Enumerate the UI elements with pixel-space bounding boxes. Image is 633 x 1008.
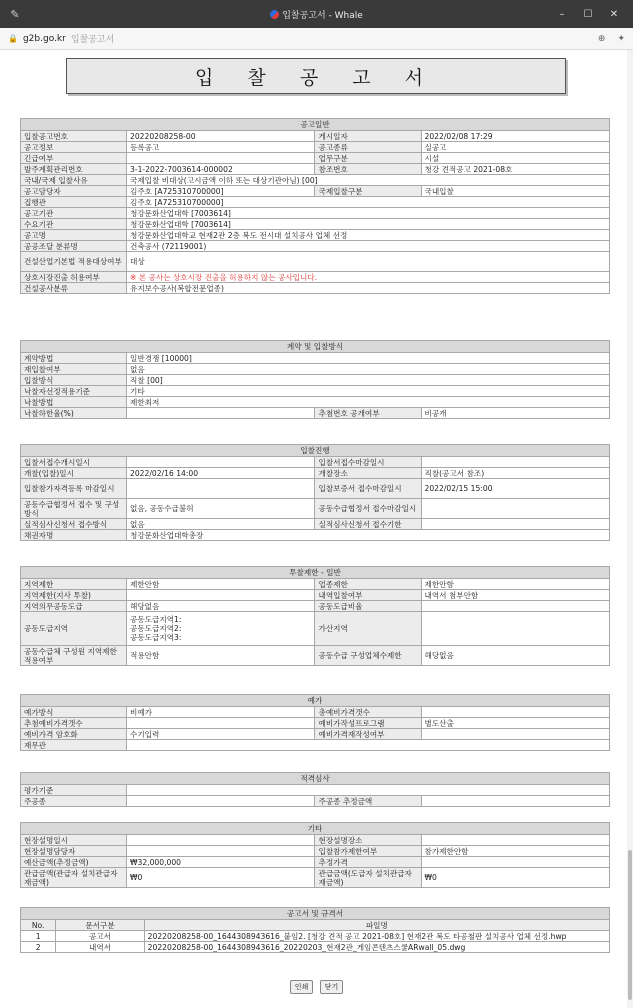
table-row [21, 931, 610, 942]
field-value: 청강 견적공고 2021-08호 [421, 164, 610, 175]
field-value: 대상 [127, 252, 610, 272]
field-label: 개찰장소 [315, 468, 421, 479]
table-row [21, 386, 610, 397]
field-label: 긴급여부 [21, 153, 127, 164]
table-row [21, 397, 610, 408]
field-label: 공고기관 [21, 208, 127, 219]
field-value [421, 612, 610, 646]
field-label: 국내/국제 입찰사유 [21, 175, 127, 186]
table-row [21, 131, 610, 142]
table-row [21, 785, 610, 796]
field-value: ₩32,000,000 [127, 857, 315, 868]
table-row [21, 729, 610, 740]
field-label: 공고명 [21, 230, 127, 241]
close-button[interactable]: 닫기 [320, 980, 344, 994]
table-row [21, 230, 610, 241]
field-label: 공동도급지역 [21, 612, 127, 646]
field-label: 가산지역 [315, 612, 421, 646]
address-host: g2b.go.kr [22, 33, 66, 44]
section-caption: 기타 [21, 823, 610, 835]
field-label: 건설공사분류 [21, 283, 127, 294]
table-row [21, 718, 610, 729]
extension-icon[interactable]: ✦ [617, 34, 625, 44]
field-label: 추첨번호 공개여부 [315, 408, 421, 419]
section-etc [20, 822, 610, 888]
field-label: 입찰방식 [21, 375, 127, 386]
field-value [127, 153, 315, 164]
field-value [421, 601, 610, 612]
close-window-button[interactable]: ✕ [609, 8, 619, 20]
section-caption: 공고일반 [21, 119, 610, 131]
section-caption: 입찰진행 [21, 445, 610, 457]
field-label: 업무구분 [315, 153, 421, 164]
field-label: 재입찰여부 [21, 364, 127, 375]
field-value: 2022/02/16 14:00 [127, 468, 315, 479]
field-label: 현장설명일시 [21, 835, 127, 846]
field-label: 지역제한 [21, 579, 127, 590]
field-value: 기타 [127, 386, 610, 397]
field-label: 업종제한 [315, 579, 421, 590]
field-label: 공동수급협정서 접수 및 구성방식 [21, 499, 127, 519]
field-value [421, 519, 610, 530]
field-value: 참가제한안함 [421, 846, 610, 857]
table-row [21, 857, 610, 868]
minimize-button[interactable]: – [559, 8, 565, 20]
table-row [21, 519, 610, 530]
field-value: 없음 [127, 519, 315, 530]
column-header: 파일명 [144, 920, 609, 931]
field-value [421, 857, 610, 868]
section-schedule [20, 444, 610, 541]
section-caption: 계약 및 입찰방식 [21, 341, 610, 353]
field-value [127, 718, 315, 729]
field-value [127, 457, 315, 468]
field-value: 2022/02/08 17:29 [421, 131, 610, 142]
field-label: 재무관 [21, 740, 127, 751]
field-label: 관급금액(도급자 설치관급자재금액) [315, 868, 421, 888]
field-value: 유지보수공사(복합전문업종) [127, 283, 610, 294]
field-label: 입찰서접수개시일시 [21, 457, 127, 468]
section-contract [20, 340, 610, 419]
file-type: 내역서 [56, 942, 144, 953]
field-value: 공동도급지역1: 공동도급지역2: 공동도급지역3: [127, 612, 315, 646]
field-label: 공동수급체 구성원 지역제한 적용여부 [21, 646, 127, 666]
section-files [20, 907, 610, 953]
field-value: 청강문화산업대학총장 [127, 530, 610, 541]
field-label: 입찰참가제한여부 [315, 846, 421, 857]
table-row [21, 499, 610, 519]
pin-icon[interactable]: ✎ [10, 7, 20, 21]
field-value: ※ 본 공사는 상호시장 진출을 허용하지 않는 공사입니다. [127, 272, 610, 283]
field-label: 현장설명장소 [315, 835, 421, 846]
field-value [127, 785, 610, 796]
field-label: 예가방식 [21, 707, 127, 718]
table-row [21, 796, 610, 807]
field-value: 내역서 첨부안함 [421, 590, 610, 601]
field-label: 공고정보 [21, 142, 127, 153]
field-value: 해당없음 [127, 601, 315, 612]
table-row [21, 186, 610, 197]
field-label: 수요기관 [21, 219, 127, 230]
page-content [0, 50, 633, 1008]
field-value: 실공고 [421, 142, 610, 153]
scrollbar-thumb[interactable] [628, 850, 632, 1000]
section-limits [20, 566, 610, 666]
table-row [21, 219, 610, 230]
field-value: 직찰(공고서 참조) [421, 468, 610, 479]
field-value [127, 846, 315, 857]
column-header: No. [21, 920, 56, 931]
field-value: ₩0 [421, 868, 610, 888]
section-caption: 공고서 및 규격서 [21, 908, 610, 920]
table-row [21, 530, 610, 541]
table-row [21, 942, 610, 953]
field-label: 상호시장진출 허용여부 [21, 272, 127, 283]
field-label: 건설산업기본법 적용대상여부 [21, 252, 127, 272]
field-label: 추첨예비가격갯수 [21, 718, 127, 729]
field-value [421, 796, 610, 807]
field-label: 예산금액(추정금액) [21, 857, 127, 868]
field-value: 별도산출 [421, 718, 610, 729]
zoom-icon[interactable]: ⊕ [597, 34, 606, 44]
field-label: 입찰참가자격등록 마감일시 [21, 479, 127, 499]
maximize-button[interactable]: ☐ [583, 8, 593, 20]
file-no: 2 [21, 942, 56, 953]
field-label: 평가기준 [21, 785, 127, 796]
table-row [21, 835, 610, 846]
table-row [21, 612, 610, 646]
field-label: 공동수급협정서 접수마감일시 [315, 499, 421, 519]
lock-icon: 🔒 [8, 34, 18, 43]
table-row [21, 590, 610, 601]
field-value: 국제입찰 비대상(고시금액 이하 또는 대상기관아님) [00] [127, 175, 610, 186]
field-value: 20220208258-00 [127, 131, 315, 142]
table-row [21, 468, 610, 479]
field-label: 입찰공고번호 [21, 131, 127, 142]
field-label: 관급금액(관급자 설치관급자재금액) [21, 868, 127, 888]
file-link[interactable]: 20220208258-00_1644308943616_20220203_현재2관_게임콘텐츠스쿨ARwall_05.dwg [144, 942, 609, 953]
field-value: 국내입찰 [421, 186, 610, 197]
field-label: 공공조달 분류명 [21, 241, 127, 252]
table-row [21, 142, 610, 153]
field-value [421, 729, 610, 740]
field-label: 국제입찰구분 [315, 186, 421, 197]
field-label: 집행관 [21, 197, 127, 208]
table-row [21, 846, 610, 857]
table-row [21, 579, 610, 590]
field-label: 예비가격재작성여부 [315, 729, 421, 740]
field-value: 제한안함 [421, 579, 610, 590]
table-row [21, 408, 610, 419]
field-value: 비예가 [127, 707, 315, 718]
field-label: 공고담당자 [21, 186, 127, 197]
section-general [20, 118, 610, 294]
file-type: 공고서 [56, 931, 144, 942]
field-label: 개찰(입찰)일시 [21, 468, 127, 479]
field-label: 발주계획관리번호 [21, 164, 127, 175]
table-row [21, 208, 610, 219]
table-row [21, 364, 610, 375]
field-label: 총예비가격갯수 [315, 707, 421, 718]
table-row [21, 153, 610, 164]
field-label: 실적심사신청서 접수기한 [315, 519, 421, 530]
field-label: 게시일자 [315, 131, 421, 142]
table-row [21, 164, 610, 175]
field-label: 공동수급 구성업체수제한 [315, 646, 421, 666]
table-row [21, 601, 610, 612]
field-label: 현장설명담당자 [21, 846, 127, 857]
file-no: 1 [21, 931, 56, 942]
table-row [21, 457, 610, 468]
table-row [21, 197, 610, 208]
table-row [21, 375, 610, 386]
window-title: 입찰공고서 - Whale [0, 8, 633, 21]
field-label: 낙찰하한율(%) [21, 408, 127, 419]
address-page-title: 입찰공고서 [70, 35, 115, 45]
section-caption: 예가 [21, 695, 610, 707]
field-label: 주공종 추정금액 [315, 796, 421, 807]
table-row [21, 740, 610, 751]
table-row [21, 175, 610, 186]
field-label: 공고종류 [315, 142, 421, 153]
field-value: 건축공사 (72119001) [127, 241, 610, 252]
field-label: 입찰보증서 접수마감일시 [315, 479, 421, 499]
address-bar[interactable] [0, 28, 633, 50]
field-label: 채권자명 [21, 530, 127, 541]
section-caption: 적격심사 [21, 773, 610, 785]
table-row [21, 252, 610, 272]
table-row [21, 479, 610, 499]
field-label: 예비가작성프로그램 [315, 718, 421, 729]
field-value: 없음, 공동수급불허 [127, 499, 315, 519]
field-value [421, 457, 610, 468]
field-value: 시설 [421, 153, 610, 164]
field-value: 일반경쟁 [10000] [127, 353, 610, 364]
field-value [127, 835, 315, 846]
field-label: 내역입찰여부 [315, 590, 421, 601]
field-label: 지역제한(지사 투찰) [21, 590, 127, 601]
field-label: 지역의무공동도급 [21, 601, 127, 612]
field-value: 비공개 [421, 408, 610, 419]
table-row [21, 283, 610, 294]
field-value [127, 408, 315, 419]
field-label: 낙찰방법 [21, 397, 127, 408]
field-value: 직찰 [00] [127, 375, 610, 386]
field-label: 계약방법 [21, 353, 127, 364]
table-row [21, 241, 610, 252]
field-value: 김주호 [A725310700000] [127, 186, 315, 197]
table-row [21, 707, 610, 718]
field-value: 김주호 [A725310700000] [127, 197, 610, 208]
column-header: 문서구분 [56, 920, 144, 931]
field-value: 3-1-2022-7003614-000002 [127, 164, 315, 175]
field-value: 청강문화산업대학 [7003614] [127, 208, 610, 219]
print-button[interactable]: 인쇄 [290, 980, 314, 994]
field-value: 2022/02/15 15:00 [421, 479, 610, 499]
field-value: 적용안함 [127, 646, 315, 666]
field-value [127, 479, 315, 499]
field-label: 추정가격 [315, 857, 421, 868]
field-value [127, 740, 610, 751]
field-value: ₩0 [127, 868, 315, 888]
section-caption: 투찰제한 - 일반 [21, 567, 610, 579]
field-label: 낙찰자선정적용기준 [21, 386, 127, 397]
scrollbar-track[interactable] [627, 50, 633, 1008]
field-label: 실적심사신청서 접수방식 [21, 519, 127, 530]
field-value [421, 499, 610, 519]
field-value: 없음 [127, 364, 610, 375]
field-value: 제한최저 [127, 397, 610, 408]
field-value: 청강문화산업대학교 현재2관 2층 복도 전시대 설치공사 업체 선정 [127, 230, 610, 241]
field-label: 주공종 [21, 796, 127, 807]
field-value: 등록공고 [127, 142, 315, 153]
field-value: 제한안함 [127, 579, 315, 590]
field-value: 수기입력 [127, 729, 315, 740]
file-link[interactable]: 20220208258-00_1644308943616_붙임2. [청강 견적 공고 2021-08호] 현재2관 복도 타공철판 설치공사 업체 선정.hwp [144, 931, 609, 942]
field-label: 예비가격 암호화 [21, 729, 127, 740]
section-price [20, 694, 610, 751]
window-titlebar [0, 0, 633, 28]
field-value [421, 707, 610, 718]
field-label: 공동도급비율 [315, 601, 421, 612]
field-value [127, 590, 315, 601]
table-row [21, 646, 610, 666]
document-title: 입 찰 공 고 서 [66, 58, 566, 94]
table-row [21, 868, 610, 888]
field-label: 입찰서접수마감일시 [315, 457, 421, 468]
field-value: 청강문화산업대학 [7003614] [127, 219, 610, 230]
table-row [21, 353, 610, 364]
whale-logo-icon [270, 10, 279, 19]
field-value: 해당없음 [421, 646, 610, 666]
field-label: 참조번호 [315, 164, 421, 175]
section-qualification [20, 772, 610, 807]
field-value [421, 835, 610, 846]
field-value [127, 796, 315, 807]
table-row [21, 272, 610, 283]
